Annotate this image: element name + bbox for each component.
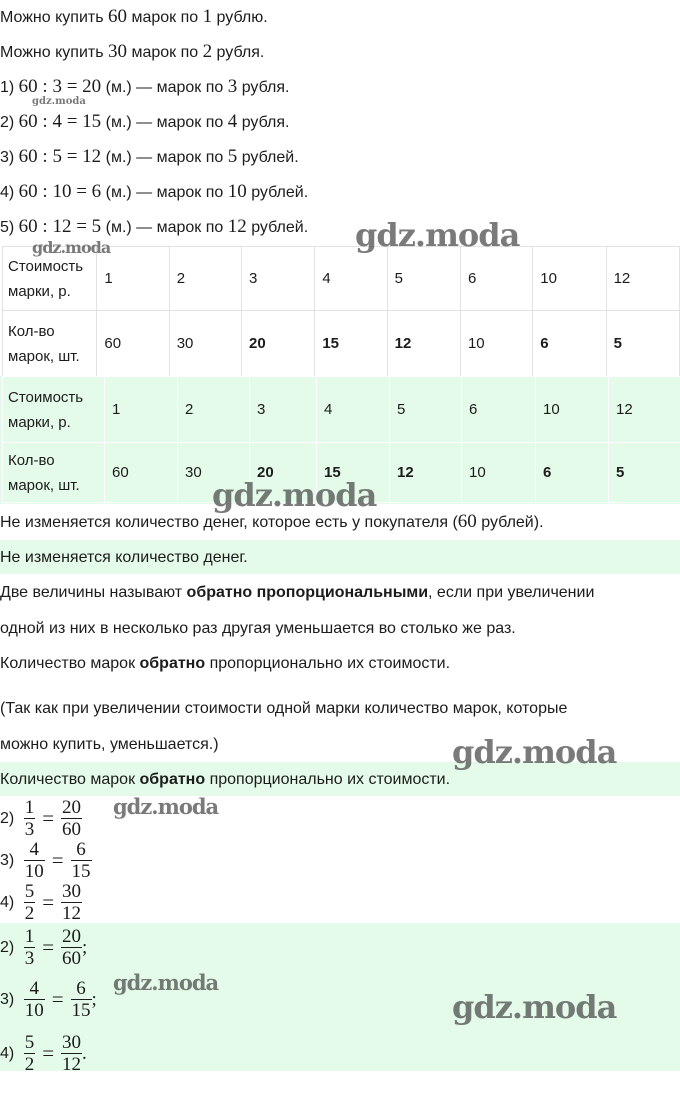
fraction-row-answer: 3) $\frac{4}{10}$ = $\frac{6}{15}$ ; xyxy=(0,978,97,1021)
table-cell: 10 xyxy=(536,377,609,443)
step-4: 4) 60 : 10 = 6 (м.) — марок по 10 рублей. xyxy=(0,181,309,202)
price-table xyxy=(2,246,680,377)
table-cell: 30 xyxy=(169,311,241,377)
watermark: gdz.moda xyxy=(32,96,86,107)
watermark: gdz.moda xyxy=(113,970,219,995)
table-cell: 15 xyxy=(315,311,387,377)
table-cell: 20 xyxy=(250,443,317,503)
fraction-row: 3) $\frac{4}{10}$ = $\frac{6}{15}$ xyxy=(0,839,91,881)
table-cell: 10 xyxy=(460,311,532,377)
table-cell: 6 xyxy=(533,311,606,377)
table-cell: 12 xyxy=(606,247,679,311)
table-cell: 2 xyxy=(169,247,241,311)
table-cell: 3 xyxy=(250,377,317,443)
watermark: gdz.moda xyxy=(212,476,377,514)
table-cell: 15 xyxy=(317,443,390,503)
table-cell: 5 xyxy=(387,247,460,311)
fraction-row: 4) $\frac{5}{2}$ = $\frac{30}{12}$ xyxy=(0,881,82,923)
explanation-line-1: (Так как при увеличении стоимости одной марки количество марок, которые xyxy=(0,700,568,717)
table-row-head-count: Кол-во марок, шт. xyxy=(3,443,105,503)
table-cell: 12 xyxy=(387,311,460,377)
step-1: 1) 60 : 3 = 20 (м.) — марок по 3 рубля. xyxy=(0,76,290,97)
watermark: gdz.moda xyxy=(113,794,219,819)
fraction-row: 2) $\frac{1}{3}$ = $\frac{20}{60}$ xyxy=(0,797,82,840)
table-row-head-count: Кол-во марок, шт. xyxy=(3,311,97,377)
text-line-1: Можно купить 60 марок по 1 рублю. xyxy=(0,6,268,27)
watermark: gdz.moda xyxy=(355,216,520,254)
table-cell: 1 xyxy=(105,377,178,443)
watermark: gdz.moda xyxy=(452,733,617,771)
table-cell: 5 xyxy=(390,377,462,443)
proportion-sentence: Количество марок обратно пропорционально их стоимости. xyxy=(0,655,451,672)
table-cell: 60 xyxy=(97,311,169,377)
table-cell: 1 xyxy=(97,247,169,311)
table-cell: 6 xyxy=(536,443,609,503)
table-cell: 6 xyxy=(462,377,536,443)
text-line-2: Можно купить 30 марок по 2 рубля. xyxy=(0,41,265,62)
table-cell: 4 xyxy=(317,377,390,443)
definition-line-2: одной из них в несколько раз другая уменьшается во столько же раз. xyxy=(0,620,516,637)
table-cell: 6 xyxy=(460,247,532,311)
fraction-row-answer: 4) $\frac{5}{2}$ = $\frac{30}{12}$ . xyxy=(0,1032,87,1071)
table-cell: 4 xyxy=(315,247,387,311)
table-cell: 20 xyxy=(242,311,315,377)
fraction-row-answer: 2) $\frac{1}{3}$ = $\frac{20}{60}$ ; xyxy=(0,926,88,969)
table-cell: 5 xyxy=(606,311,679,377)
table-cell: 5 xyxy=(609,443,680,503)
table-cell: 10 xyxy=(533,247,606,311)
table-cell: 2 xyxy=(178,377,250,443)
step-2: 2) 60 : 4 = 15 (м.) — марок по 4 рубля. xyxy=(0,111,290,132)
step-5: 5) 60 : 12 = 5 (м.) — марок по 12 рублей. xyxy=(0,216,309,237)
table-cell: 30 xyxy=(178,443,250,503)
table-row-head-cost: Стоимость марки, р. xyxy=(3,247,97,311)
table-cell: 3 xyxy=(242,247,315,311)
proportion-sentence-answer: Количество марок обратно пропорционально их стоимости. xyxy=(0,771,451,788)
definition-line-1: Две величины называют обратно пропорциональными, если при увеличении xyxy=(0,584,595,601)
table-cell: 10 xyxy=(462,443,536,503)
explanation-line-2: можно купить, уменьшается.) xyxy=(0,736,219,753)
step-3: 3) 60 : 5 = 12 (м.) — марок по 5 рублей. xyxy=(0,146,299,167)
table-cell: 60 xyxy=(105,443,178,503)
table-cell: 12 xyxy=(609,377,680,443)
watermark: gdz.moda xyxy=(452,988,617,1026)
watermark: gdz.moda xyxy=(32,238,111,257)
table-row-head-cost: Стоимость марки, р. xyxy=(3,377,105,443)
money-sentence-short: Не изменяется количество денег. xyxy=(0,549,248,566)
money-sentence: Не изменяется количество денег, которое есть у покупателя (60 рублей). xyxy=(0,511,544,532)
table-cell: 12 xyxy=(390,443,462,503)
